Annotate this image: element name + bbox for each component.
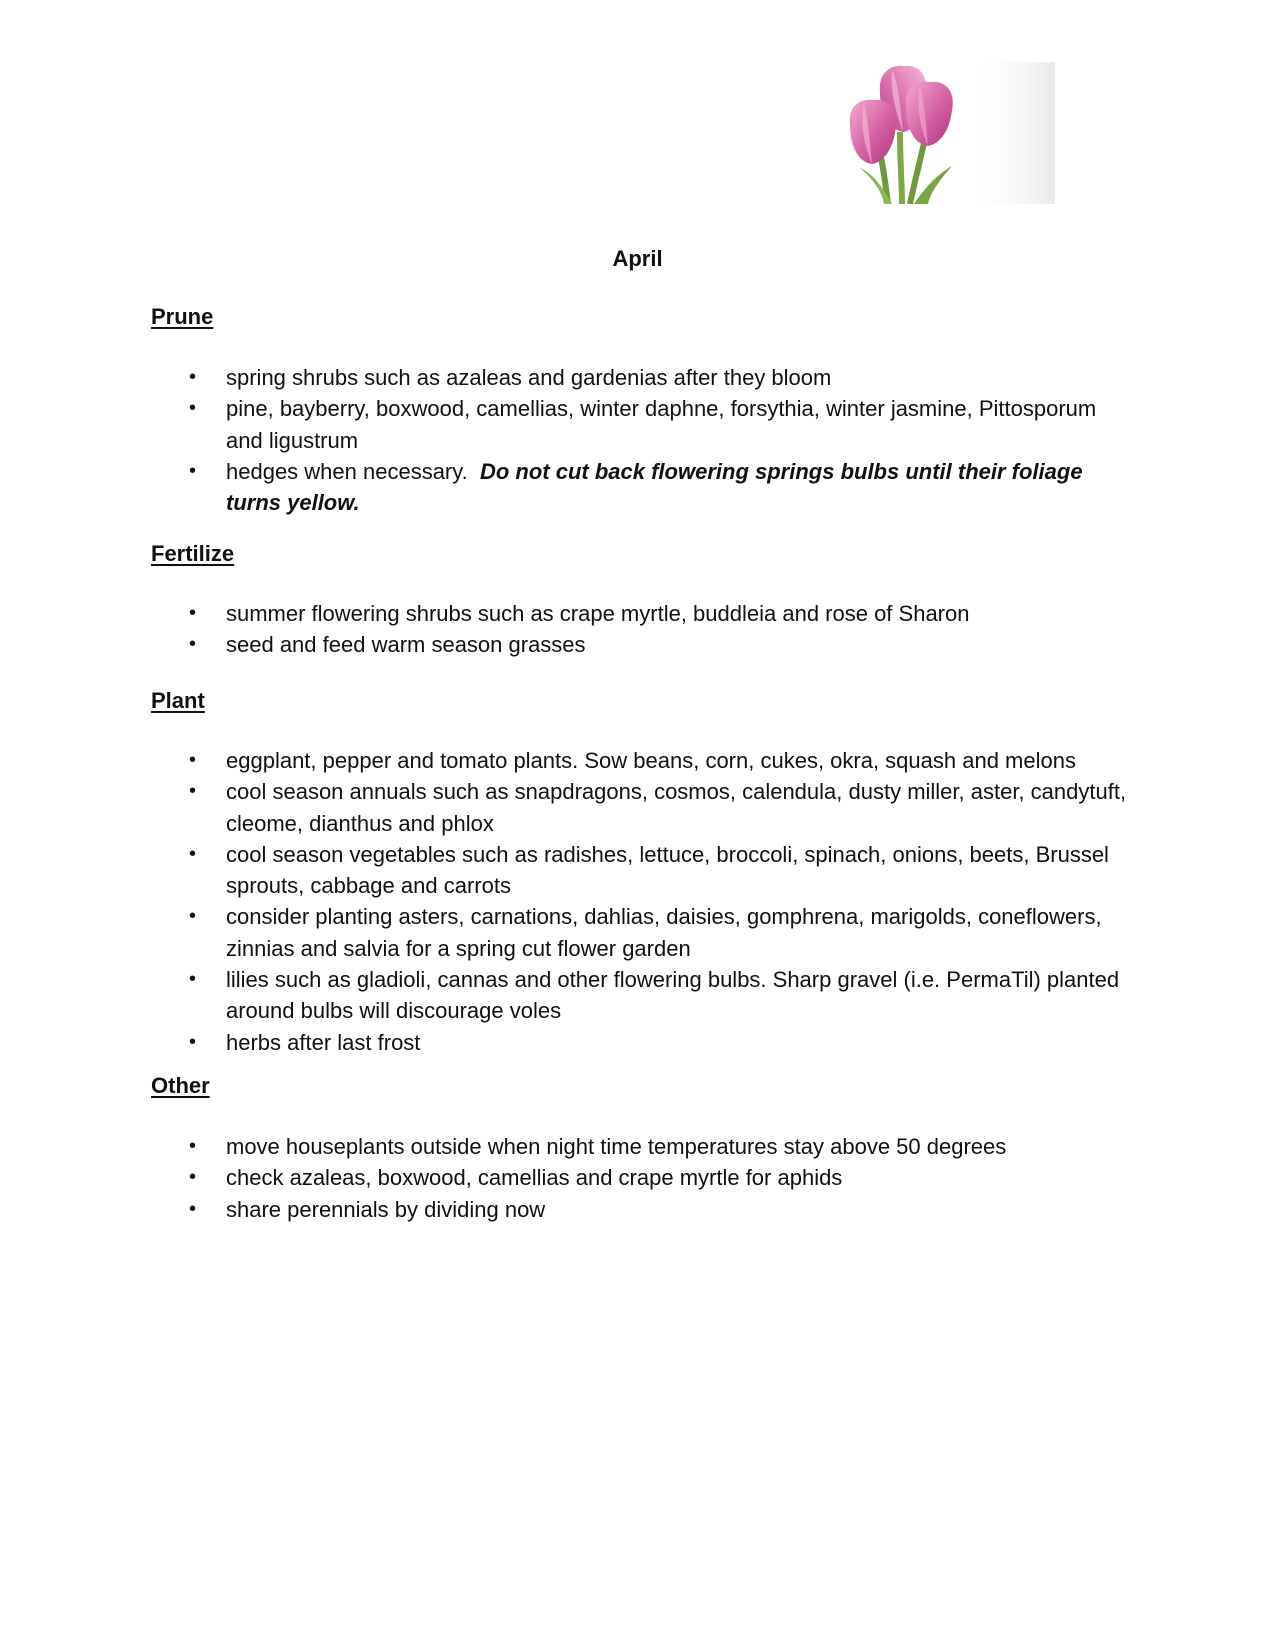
bullet-icon: • (189, 633, 197, 656)
list-item (151, 456, 1131, 519)
list-item: • share perennials by dividing now (151, 1194, 1131, 1225)
bullet-icon: • (189, 459, 197, 482)
section-heading-fertilize: Fertilize (151, 541, 235, 566)
bullet-icon: • (189, 602, 197, 624)
list-item: • consider planting asters, carnations, dahlias, daisies, gomphrena, marigolds, coneflowers, zinnias and salvia for a spring cut flower garden (151, 901, 1151, 964)
bullet-icon: • (189, 397, 197, 420)
hedges-note: Do not cut back flowering springs bulbs until their foliage turns yellow. (226, 458, 1083, 516)
plant-list (151, 745, 1151, 1058)
list-item: • cool season annuals such as snapdragons, cosmos, calendula, dusty miller, aster, candytuft, cleome, dianthus and phlox (151, 776, 1151, 839)
section-heading-plant: Plant (151, 688, 205, 713)
tulip-bouquet-icon (840, 62, 1055, 204)
bullet-icon: • (189, 842, 197, 865)
fertilize-list (151, 598, 1131, 661)
list-item: • eggplant, pepper and tomato plants. Sow beans, corn, cukes, okra, squash and melons (151, 745, 1151, 776)
prune-list (151, 362, 1131, 518)
list-item: • move houseplants outside when night time temperatures stay above 50 degrees (151, 1131, 1131, 1162)
bullet-icon: • (189, 780, 197, 803)
bullet-icon: • (189, 366, 197, 388)
bullet-icon: • (189, 1166, 197, 1189)
page-title: April (612, 246, 663, 271)
bullet-icon: • (189, 1030, 197, 1053)
list-item: • summer flowering shrubs such as crape myrtle, buddleia and rose of Sharon (151, 598, 1131, 629)
bullet-icon: • (189, 749, 197, 771)
bullet-icon: • (189, 968, 197, 991)
list-item: • seed and feed warm season grasses (151, 629, 1131, 660)
list-item: • check azaleas, boxwood, camellias and crape myrtle for aphids (151, 1162, 1131, 1193)
section-heading-prune: Prune (151, 304, 214, 329)
bullet-icon: • (189, 1135, 197, 1157)
list-item: • cool season vegetables such as radishes, lettuce, broccoli, spinach, onions, beets, Brussel sprouts, cabbage and carrots (151, 839, 1151, 902)
list-item: • herbs after last frost (151, 1027, 1151, 1058)
list-item: • spring shrubs such as azaleas and gardenias after they bloom (151, 362, 1131, 393)
bullet-icon: • (189, 1197, 197, 1220)
section-heading-other: Other (151, 1073, 210, 1098)
list-item: • pine, bayberry, boxwood, camellias, winter daphne, forsythia, winter jasmine, Pittosporum and ligustrum (151, 393, 1131, 456)
other-list (151, 1131, 1131, 1225)
bullet-icon: • (189, 905, 197, 928)
hedges-text: hedges when necessary. (226, 458, 468, 484)
list-item: • lilies such as gladioli, cannas and other flowering bulbs. Sharp gravel (i.e. PermaTil) planted around bulbs will discourage voles (151, 964, 1151, 1027)
